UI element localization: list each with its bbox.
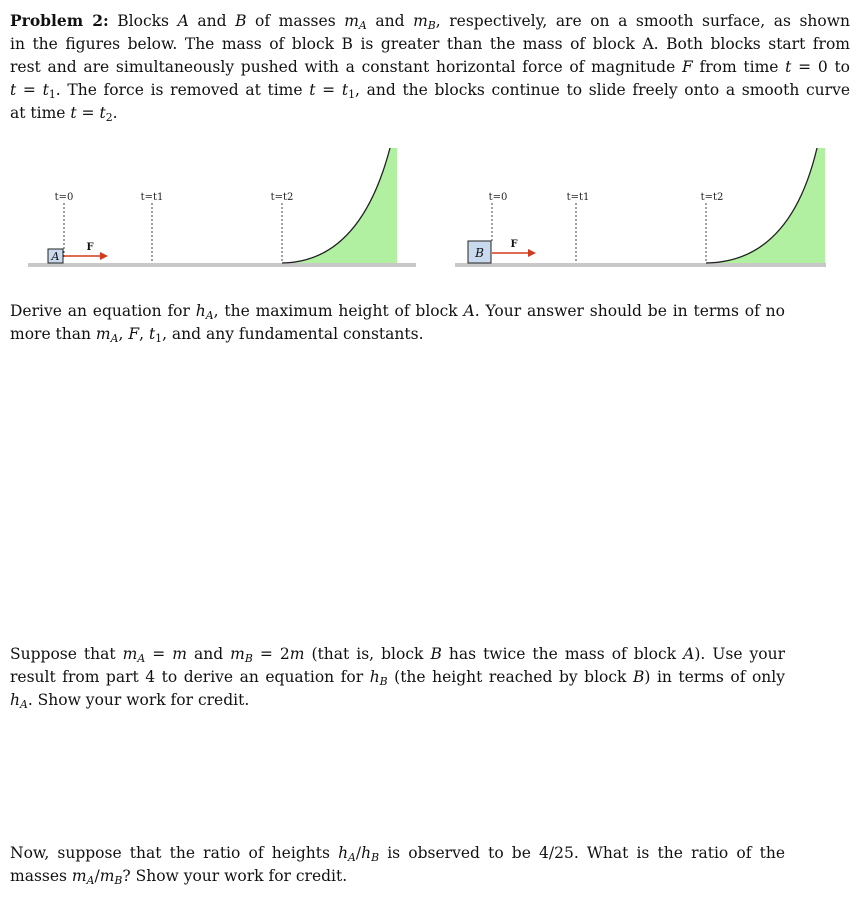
part-c-line-1: Now, suppose that the ratio of heights $h_A/h_B$ is observed to be 4/25. What is the ratio of the <box>10 844 785 864</box>
intro-line-3: rest and are simultaneously pushed with a constant horizontal force of magnitude F from time t = 0 to <box>10 58 851 76</box>
part-a-line-2: more than $m_A$, F, $t_1$, and any fundamental constants. <box>10 325 424 345</box>
force-label-b: F <box>510 239 518 250</box>
part-b-line-3: $h_A$. Show your work for credit. <box>10 691 250 711</box>
block-a-label: A <box>51 250 60 263</box>
part-a-line-1: Derive an equation for $h_A$, the maximum height of block A. Your answer should be in terms of no <box>10 302 785 322</box>
time-label-b-1: t=t1 <box>566 192 590 203</box>
time-label-a-1: t=t1 <box>140 192 164 203</box>
intro-line-1 <box>10 9 850 33</box>
time-label-a-2: t=t2 <box>270 192 294 203</box>
part-b-line-2: result from part 4 to derive an equation for $h_B$ (the height reached by block B) in terms of only <box>10 668 785 688</box>
curve-fill-a <box>282 148 397 263</box>
intro-line-2: in the figures below. The mass of block B is greater than the mass of block A. Both blocks start from <box>10 35 850 53</box>
force-arrowhead-b <box>528 249 536 257</box>
force-arrowhead-a <box>100 252 108 260</box>
part-c-line-2: masses $m_A/m_B$? Show your work for credit. <box>10 867 348 887</box>
part-b-line-1: Suppose that $m_A = m$ and $m_B = 2m$ (that is, block B has twice the mass of block A). Use your <box>10 645 786 665</box>
part-a <box>10 300 785 346</box>
part-b <box>10 643 785 712</box>
curve-fill-b <box>706 148 825 263</box>
problem-intro <box>10 9 850 125</box>
block-b-label: B <box>475 246 484 260</box>
time-label-b-0: t=0 <box>488 192 508 203</box>
motion-figure <box>0 140 858 280</box>
part-c <box>10 842 785 888</box>
ground-b <box>455 263 826 267</box>
panel-block-a <box>28 148 416 267</box>
panel-block-b <box>455 148 826 267</box>
intro-line-5: at time $t = t_2$. <box>10 104 118 124</box>
ground-a <box>28 263 416 267</box>
problem-heading: Problem 2: <box>10 11 109 30</box>
intro-line-4: $t = t_1$. The force is removed at time $t = t_1$, and the blocks continue to slide freely onto a smooth curve <box>10 81 850 101</box>
force-label-a: F <box>86 242 94 253</box>
time-label-b-2: t=t2 <box>700 192 724 203</box>
time-label-a-0: t=0 <box>54 192 74 203</box>
intro-line-1-text: Blocks A and B of masses $m_A$ and $m_B$, respectively, are on a smooth surface, as shown <box>117 12 850 32</box>
